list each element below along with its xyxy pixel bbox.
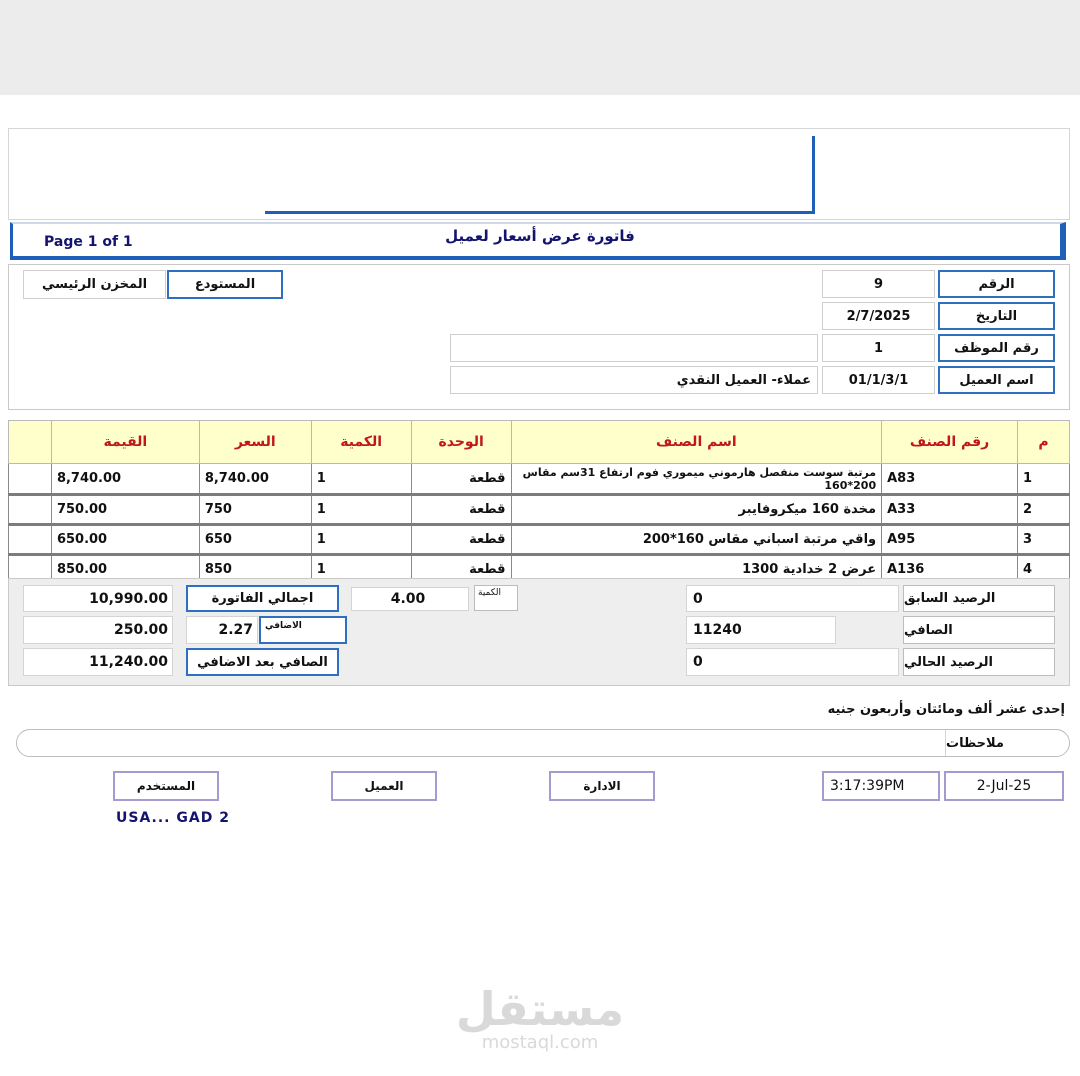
row-price: 750 — [199, 495, 311, 525]
document-title: فاتورة عرض أسعار لعميل — [445, 227, 635, 245]
row-item-name: مخدة 160 ميكروفايبر — [511, 495, 882, 525]
row-item-code: A136 — [882, 555, 1018, 584]
user-signature: المستخدم — [113, 771, 219, 801]
prev-balance-value: 0 — [686, 585, 899, 612]
customer-name: عملاء- العميل النقدي — [450, 366, 818, 394]
row-price: 650 — [199, 525, 311, 555]
header-price: السعر — [199, 421, 311, 464]
print-time: 3:17:39PM — [822, 771, 940, 801]
row-serial: 2 — [1017, 495, 1069, 525]
row-unit: قطعة — [411, 495, 511, 525]
extra-percent: 2.27 — [186, 616, 258, 644]
current-balance-label: الرصيد الحالي — [903, 648, 1055, 676]
customer-signature: العميل — [331, 771, 437, 801]
warehouse-name: المخزن الرئيسي — [23, 270, 166, 299]
row-price: 850 — [199, 555, 311, 584]
qty-total-value: 4.00 — [351, 587, 469, 611]
extra-label: الاضافي — [259, 616, 347, 644]
row-value: 650.00 — [51, 525, 199, 555]
row-unit: قطعة — [411, 525, 511, 555]
page-number: Page 1 of 1 — [44, 234, 133, 250]
row-unit: قطعة — [411, 555, 511, 584]
qty-total-label: الكمية — [474, 585, 518, 611]
row-unit: قطعة — [411, 464, 511, 495]
row-item-name: عرض 2 خدادية 1300 — [511, 555, 882, 584]
row-value: 750.00 — [51, 495, 199, 525]
table-row — [9, 495, 1070, 525]
net-label: الصافي — [903, 616, 1055, 644]
row-item-code: A95 — [882, 525, 1018, 555]
invoice-total-label: اجمالي الفاتورة — [186, 585, 339, 612]
row-qty: 1 — [311, 464, 411, 495]
row-value: 8,740.00 — [51, 464, 199, 495]
number-label: الرقم — [938, 270, 1055, 298]
watermark-latin: mostaql.com — [481, 1032, 599, 1053]
employee-name-field — [450, 334, 818, 362]
invoice-total-value: 10,990.00 — [23, 585, 173, 612]
amount-in-words: إحدى عشر ألف ومائتان وأربعون جنيه — [827, 702, 1065, 717]
table-header-row — [9, 421, 1070, 464]
notes-label: ملاحظات — [945, 730, 1055, 756]
company-logo-area — [265, 136, 815, 214]
watermark-logo — [420, 982, 660, 1053]
net-after-extra-label: الصافي بعد الاضافي — [186, 648, 339, 676]
customer-label: اسم العميل — [938, 366, 1055, 394]
row-item-code: A33 — [882, 495, 1018, 525]
employee-label: رقم الموظف — [938, 334, 1055, 362]
invoice-number: 9 — [822, 270, 935, 298]
warehouse-label: المستودع — [167, 270, 283, 299]
table-row — [9, 525, 1070, 555]
row-serial: 3 — [1017, 525, 1069, 555]
user-code: USA... GAD 2 — [116, 810, 230, 826]
watermark-arabic: مستقل — [455, 982, 625, 1036]
header-unit: الوحدة — [411, 421, 511, 464]
net-value: 11240 — [686, 616, 836, 644]
row-qty: 1 — [311, 495, 411, 525]
date-label: التاريخ — [938, 302, 1055, 330]
customer-code: 01/1/3/1 — [822, 366, 935, 394]
row-serial: 1 — [1017, 464, 1069, 495]
extra-value: 250.00 — [23, 616, 173, 644]
header-item-name: اسم الصنف — [511, 421, 882, 464]
header-empty — [9, 421, 52, 464]
top-band — [0, 0, 1080, 95]
items-table — [8, 420, 1070, 584]
header-serial: م — [1017, 421, 1069, 464]
row-serial: 4 — [1017, 555, 1069, 584]
invoice-date: 2/7/2025 — [822, 302, 935, 330]
header-value: القيمة — [51, 421, 199, 464]
row-qty: 1 — [311, 525, 411, 555]
header-item-code: رقم الصنف — [882, 421, 1018, 464]
employee-number: 1 — [822, 334, 935, 362]
print-date: 2-Jul-25 — [944, 771, 1064, 801]
table-row — [9, 464, 1070, 495]
row-item-name: مرتبة سوست منفصل هارموني ميموري فوم ارتفاع 31سم مقاس 200*160 — [511, 464, 882, 495]
prev-balance-label: الرصيد السابق — [903, 585, 1055, 612]
row-item-code: A83 — [882, 464, 1018, 495]
admin-signature: الادارة — [549, 771, 655, 801]
notes-field[interactable] — [16, 729, 1070, 757]
row-price: 8,740.00 — [199, 464, 311, 495]
row-item-name: واقي مرتبة اسباني مقاس 160*200 — [511, 525, 882, 555]
header-qty: الكمية — [311, 421, 411, 464]
current-balance-value: 0 — [686, 648, 899, 676]
row-qty: 1 — [311, 555, 411, 584]
row-value: 850.00 — [51, 555, 199, 584]
net-after-extra-value: 11,240.00 — [23, 648, 173, 676]
